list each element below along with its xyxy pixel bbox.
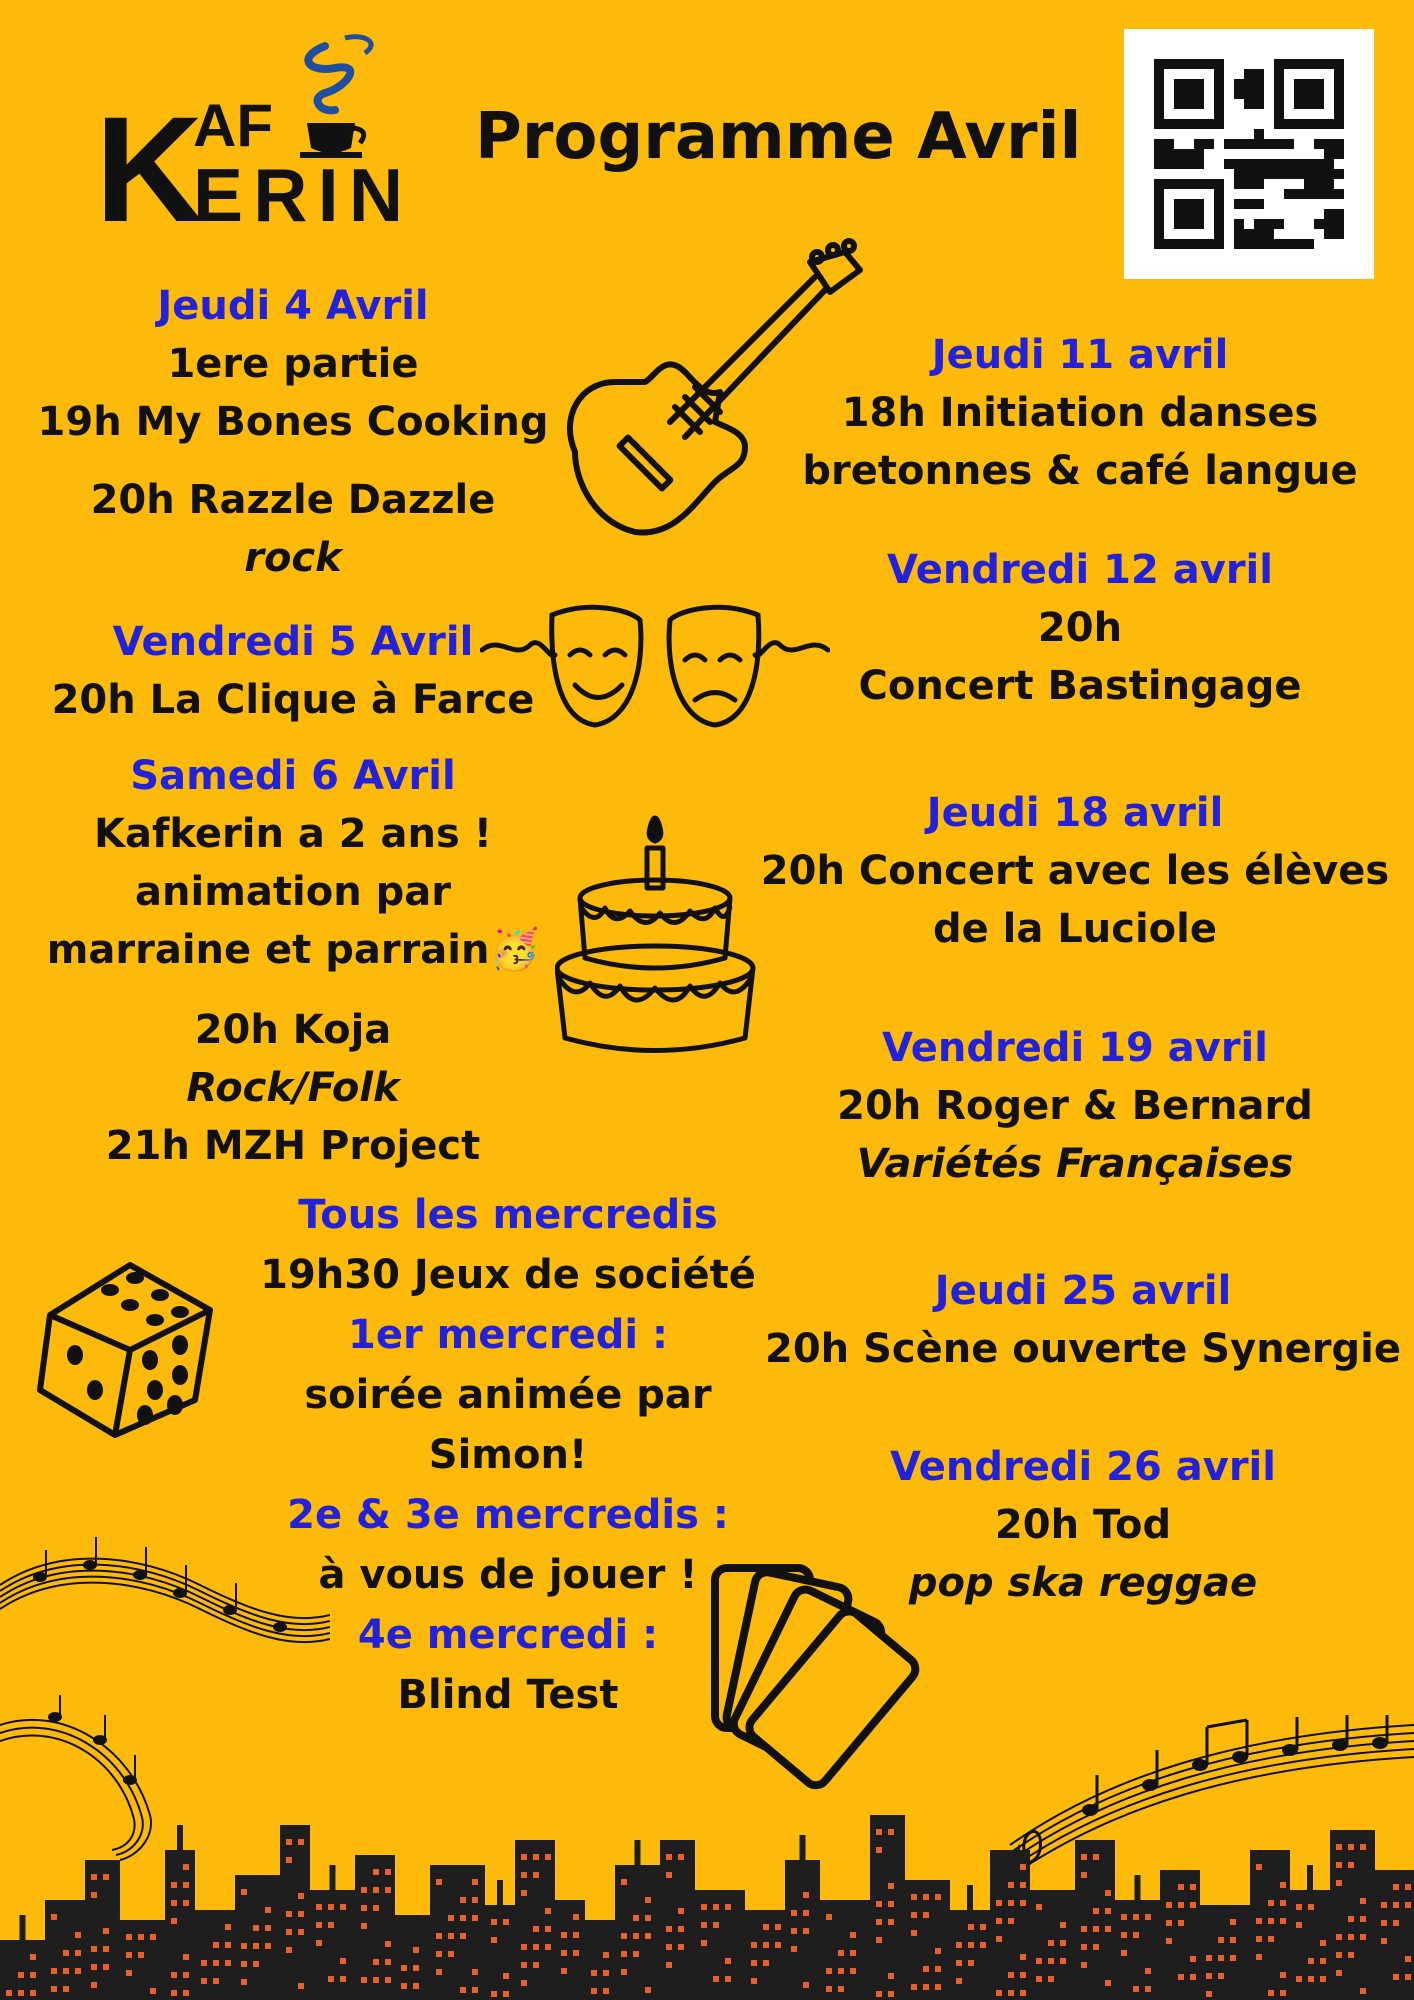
sub-heading: 1er mercredi : (348, 1312, 668, 1358)
day-heading: Vendredi 19 avril (882, 1025, 1268, 1071)
event-line: 21h MZH Project (105, 1123, 481, 1169)
event-line: 19h My Bones Cooking (37, 399, 549, 445)
theater-masks-icon (480, 600, 830, 740)
playing-cards-icon (705, 1558, 925, 1818)
day-heading: Vendredi 12 avril (887, 547, 1273, 593)
event-line: 20h La Clique à Farce (51, 677, 535, 723)
event-genre: pop ska reggae (908, 1560, 1258, 1606)
event-line: animation par (135, 869, 451, 915)
day-heading: Jeudi 25 avril (934, 1268, 1232, 1314)
event-line: Blind Test (397, 1672, 619, 1718)
event-line: soirée animée par (304, 1372, 712, 1418)
event-line: Concert Bastingage (858, 663, 1302, 709)
event-jeudi-25 (765, 1262, 1401, 1378)
event-line: 20h Concert avec les élèves (760, 848, 1390, 894)
event-genre: Variétés Françaises (856, 1141, 1294, 1187)
day-heading: Tous les mercredis (298, 1192, 718, 1238)
event-line: Kafkerin a 2 ans ! (93, 811, 493, 857)
event-genre: Rock/Folk (186, 1065, 400, 1111)
event-line: 20h Razzle Dazzle (90, 477, 496, 523)
page-title: Programme Avril (475, 100, 1082, 174)
event-line: 20h Koja (194, 1007, 392, 1053)
event-line (47, 921, 540, 979)
qr-code[interactable] (1124, 29, 1374, 279)
event-jeudi-18 (761, 784, 1389, 958)
sub-heading: 4e mercredi : (357, 1612, 659, 1658)
day-heading: Vendredi 26 avril (890, 1444, 1276, 1490)
day-heading: Samedi 6 Avril (130, 753, 456, 799)
event-line: bretonnes & café langue (802, 448, 1358, 494)
event-genre: rock (244, 535, 342, 581)
birthday-cake-icon (555, 808, 765, 1058)
event-vendredi-5 (52, 613, 535, 729)
event-line: 1ere partie (167, 341, 419, 387)
event-mercredis (260, 1185, 756, 1725)
event-vendredi-12 (859, 541, 1302, 715)
dice-icon (35, 1250, 225, 1440)
city-skyline-icon (0, 1780, 1414, 2000)
day-heading: Jeudi 11 avril (931, 332, 1229, 378)
event-line-text: marraine et parrain (46, 927, 490, 973)
kafkerin-logo (95, 28, 415, 228)
event-line: 20h Tod (994, 1502, 1172, 1548)
event-jeudi-4 (38, 277, 549, 587)
music-notes-swirl-icon (0, 1515, 330, 1685)
guitar-icon (555, 232, 865, 552)
day-heading: Vendredi 5 Avril (112, 619, 474, 665)
event-line: 20h (1037, 605, 1123, 651)
day-heading: Jeudi 18 avril (926, 790, 1224, 836)
party-face-emoji: 🥳 (489, 927, 540, 973)
day-heading: Jeudi 4 Avril (157, 283, 429, 329)
logo-bottom: ERIN (193, 153, 403, 228)
logo-initial: K (95, 85, 204, 228)
sub-heading: 2e & 3e mercredis : (287, 1492, 729, 1538)
event-line: Simon! (428, 1432, 588, 1478)
event-samedi-6 (47, 747, 540, 1175)
event-line: 20h Scène ouverte Synergie (765, 1326, 1401, 1372)
event-jeudi-11 (802, 326, 1357, 500)
event-line: à vous de jouer ! (318, 1552, 698, 1598)
event-line: de la Luciole (932, 906, 1218, 952)
event-line: 19h30 Jeux de société (260, 1252, 756, 1298)
event-vendredi-19 (837, 1019, 1313, 1193)
event-line: 18h Initiation danses (841, 390, 1319, 436)
logo-top: AF (193, 92, 273, 159)
event-line: 20h Roger & Bernard (837, 1083, 1313, 1129)
event-vendredi-26 (890, 1438, 1276, 1612)
